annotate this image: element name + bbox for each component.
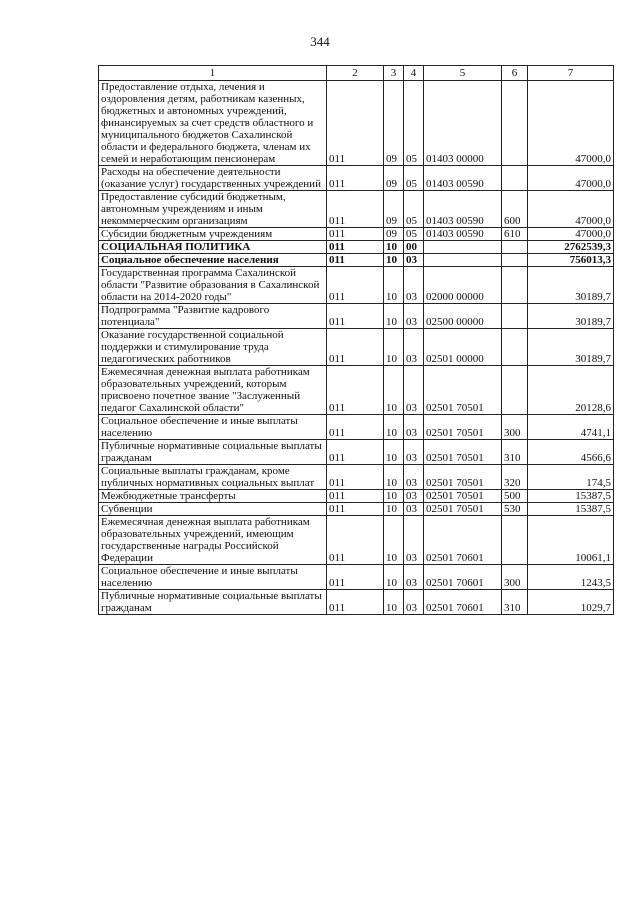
row-admin-code: 011 <box>327 490 384 503</box>
row-subsection: 05 <box>404 81 424 166</box>
row-expense-type <box>502 366 528 415</box>
row-section: 10 <box>384 565 404 590</box>
row-target-article: 02500 00000 <box>424 304 502 329</box>
row-section: 10 <box>384 254 404 267</box>
row-name: Расходы на обеспечение деятельности (оказание услуг) государственных учреждений <box>99 166 327 191</box>
row-subsection: 03 <box>404 565 424 590</box>
row-amount: 2762539,3 <box>528 241 614 254</box>
table-header-row <box>99 66 614 81</box>
row-expense-type <box>502 241 528 254</box>
row-section: 10 <box>384 516 404 565</box>
row-target-article: 02501 70501 <box>424 415 502 440</box>
row-subsection: 03 <box>404 415 424 440</box>
row-name: Субвенции <box>99 503 327 516</box>
row-amount: 756013,3 <box>528 254 614 267</box>
table-row <box>99 503 614 516</box>
row-name: Социальное обеспечение населения <box>99 254 327 267</box>
row-target-article: 01403 00000 <box>424 81 502 166</box>
row-target-article: 02501 70501 <box>424 440 502 465</box>
row-admin-code: 011 <box>327 415 384 440</box>
page-number: 344 <box>310 34 330 49</box>
row-name: Социальное обеспечение и иные выплаты населению <box>99 415 327 440</box>
row-subsection: 03 <box>404 440 424 465</box>
row-expense-type: 600 <box>502 191 528 228</box>
row-target-article: 02501 70501 <box>424 503 502 516</box>
table-row <box>99 254 614 267</box>
row-admin-code: 011 <box>327 440 384 465</box>
table-row <box>99 191 614 228</box>
row-target-article: 01403 00590 <box>424 228 502 241</box>
row-name: Межбюджетные трансферты <box>99 490 327 503</box>
row-target-article: 02501 70501 <box>424 465 502 490</box>
row-subsection: 03 <box>404 465 424 490</box>
row-admin-code: 011 <box>327 191 384 228</box>
row-amount: 47000,0 <box>528 191 614 228</box>
row-target-article: 02000 00000 <box>424 267 502 304</box>
row-expense-type <box>502 254 528 267</box>
row-name: СОЦИАЛЬНАЯ ПОЛИТИКА <box>99 241 327 254</box>
row-admin-code: 011 <box>327 366 384 415</box>
row-amount: 47000,0 <box>528 228 614 241</box>
row-target-article: 01403 00590 <box>424 191 502 228</box>
row-amount: 4741,1 <box>528 415 614 440</box>
row-subsection: 03 <box>404 490 424 503</box>
row-subsection: 05 <box>404 191 424 228</box>
row-section: 10 <box>384 304 404 329</box>
table-row <box>99 166 614 191</box>
column-header-7: 7 <box>528 66 614 81</box>
row-subsection: 03 <box>404 516 424 565</box>
row-subsection: 03 <box>404 366 424 415</box>
column-header-1: 1 <box>99 66 327 81</box>
row-expense-type: 310 <box>502 590 528 615</box>
row-amount: 15387,5 <box>528 490 614 503</box>
row-section: 10 <box>384 440 404 465</box>
column-header-5: 5 <box>424 66 502 81</box>
table-row <box>99 228 614 241</box>
row-expense-type <box>502 267 528 304</box>
row-section: 10 <box>384 267 404 304</box>
row-expense-type: 500 <box>502 490 528 503</box>
row-admin-code: 011 <box>327 228 384 241</box>
row-name: Предоставление субсидий бюджетным, автономным учреждениям и иным некоммерческим организациям <box>99 191 327 228</box>
row-section: 10 <box>384 490 404 503</box>
row-section: 10 <box>384 465 404 490</box>
row-section: 10 <box>384 329 404 366</box>
row-amount: 10061,1 <box>528 516 614 565</box>
row-subsection: 03 <box>404 254 424 267</box>
row-amount: 1029,7 <box>528 590 614 615</box>
column-header-2: 2 <box>327 66 384 81</box>
row-subsection: 05 <box>404 228 424 241</box>
table-row <box>99 516 614 565</box>
row-subsection: 05 <box>404 166 424 191</box>
row-amount: 47000,0 <box>528 81 614 166</box>
table-row <box>99 465 614 490</box>
table-row <box>99 490 614 503</box>
row-target-article: 01403 00590 <box>424 166 502 191</box>
table-row <box>99 81 614 166</box>
row-name: Ежемесячная денежная выплата работникам образовательных учреждений, имеющим государственные награды Российской Федерации <box>99 516 327 565</box>
row-expense-type <box>502 81 528 166</box>
row-expense-type: 530 <box>502 503 528 516</box>
row-name: Предоставление отдыха, лечения и оздоровления детям, работникам казенных, бюджетных и автономных учреждений, финансируемых за счет средств областного и муниципального бюджетов Сахалинской области и федерального бюджета, членам их семей и неработающим пенсионерам <box>99 81 327 166</box>
row-target-article: 02501 70501 <box>424 490 502 503</box>
table-row <box>99 415 614 440</box>
row-target-article <box>424 241 502 254</box>
row-admin-code: 011 <box>327 267 384 304</box>
column-header-4: 4 <box>404 66 424 81</box>
row-section: 10 <box>384 590 404 615</box>
table-row <box>99 241 614 254</box>
row-expense-type: 310 <box>502 440 528 465</box>
row-name: Ежемесячная денежная выплата работникам образовательных учреждений, которым присвоено почетное звание "Заслуженный педагог Сахалинской области" <box>99 366 327 415</box>
row-name: Государственная программа Сахалинской области "Развитие образования в Сахалинской области на 2014-2020 годы" <box>99 267 327 304</box>
row-subsection: 03 <box>404 267 424 304</box>
row-name: Социальные выплаты гражданам, кроме публичных нормативных социальных выплат <box>99 465 327 490</box>
column-header-6: 6 <box>502 66 528 81</box>
row-subsection: 03 <box>404 590 424 615</box>
row-section: 10 <box>384 503 404 516</box>
row-section: 09 <box>384 81 404 166</box>
row-amount: 30189,7 <box>528 329 614 366</box>
row-admin-code: 011 <box>327 465 384 490</box>
table-row <box>99 267 614 304</box>
row-admin-code: 011 <box>327 254 384 267</box>
row-amount: 47000,0 <box>528 166 614 191</box>
row-subsection: 00 <box>404 241 424 254</box>
row-section: 10 <box>384 241 404 254</box>
row-amount: 15387,5 <box>528 503 614 516</box>
row-target-article: 02501 70601 <box>424 516 502 565</box>
table-row <box>99 329 614 366</box>
table-row <box>99 304 614 329</box>
row-name: Оказание государственной социальной поддержки и стимулирование труда педагогических работников <box>99 329 327 366</box>
row-admin-code: 011 <box>327 503 384 516</box>
row-expense-type: 300 <box>502 565 528 590</box>
row-amount: 1243,5 <box>528 565 614 590</box>
row-admin-code: 011 <box>327 81 384 166</box>
row-admin-code: 011 <box>327 590 384 615</box>
row-expense-type <box>502 166 528 191</box>
row-section: 10 <box>384 366 404 415</box>
row-subsection: 03 <box>404 329 424 366</box>
table-body <box>99 81 614 615</box>
row-amount: 30189,7 <box>528 267 614 304</box>
row-subsection: 03 <box>404 304 424 329</box>
row-amount: 4566,6 <box>528 440 614 465</box>
row-name: Публичные нормативные социальные выплаты гражданам <box>99 590 327 615</box>
row-admin-code: 011 <box>327 241 384 254</box>
row-expense-type <box>502 304 528 329</box>
row-name: Подпрограмма "Развитие кадрового потенциала" <box>99 304 327 329</box>
row-admin-code: 011 <box>327 516 384 565</box>
row-amount: 30189,7 <box>528 304 614 329</box>
row-target-article: 02501 00000 <box>424 329 502 366</box>
table-row <box>99 440 614 465</box>
row-section: 10 <box>384 415 404 440</box>
row-expense-type <box>502 516 528 565</box>
budget-table <box>98 65 614 615</box>
row-amount: 174,5 <box>528 465 614 490</box>
row-name: Социальное обеспечение и иные выплаты населению <box>99 565 327 590</box>
table-row <box>99 565 614 590</box>
row-expense-type: 610 <box>502 228 528 241</box>
row-target-article: 02501 70601 <box>424 565 502 590</box>
row-name: Субсидии бюджетным учреждениям <box>99 228 327 241</box>
row-expense-type <box>502 329 528 366</box>
column-header-3: 3 <box>384 66 404 81</box>
row-admin-code: 011 <box>327 166 384 191</box>
row-admin-code: 011 <box>327 565 384 590</box>
row-target-article <box>424 254 502 267</box>
row-admin-code: 011 <box>327 304 384 329</box>
row-target-article: 02501 70501 <box>424 366 502 415</box>
row-target-article: 02501 70601 <box>424 590 502 615</box>
row-expense-type: 320 <box>502 465 528 490</box>
row-name: Публичные нормативные социальные выплаты гражданам <box>99 440 327 465</box>
row-admin-code: 011 <box>327 329 384 366</box>
table-row <box>99 366 614 415</box>
row-section: 09 <box>384 191 404 228</box>
table-row <box>99 590 614 615</box>
row-section: 09 <box>384 228 404 241</box>
row-amount: 20128,6 <box>528 366 614 415</box>
row-subsection: 03 <box>404 503 424 516</box>
row-section: 09 <box>384 166 404 191</box>
row-expense-type: 300 <box>502 415 528 440</box>
